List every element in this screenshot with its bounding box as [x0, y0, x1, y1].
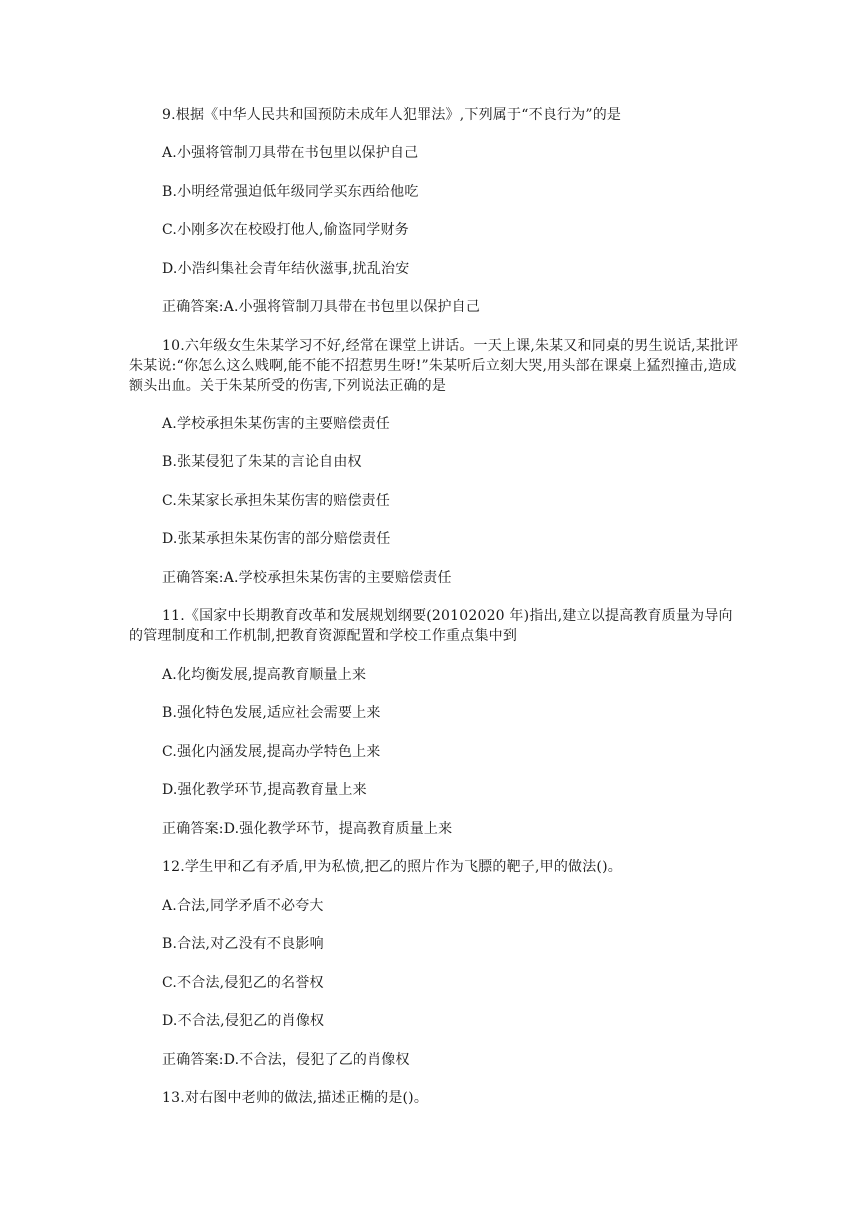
- option-a: A.化均衡发展,提高教育顺量上来: [162, 667, 367, 683]
- option-b: B.强化特色发展,适应社会需要上来: [162, 705, 381, 721]
- answer-line: 正确答案:A.学校承担朱某伤害的主要赔偿责任: [162, 570, 452, 586]
- option-b: B.张某侵犯了朱某的言论自由权: [162, 454, 362, 470]
- option-b: B.小明经常强迫低年级同学买东西给他吃: [162, 184, 419, 200]
- question-stem: 9.根据《中华人民共和国预防未成年人犯罪法》,下列属于“不良行为”的是: [162, 107, 622, 123]
- option-c: C.强化内涵发展,提高办学特色上来: [162, 744, 381, 760]
- answer-line: 正确答案:A.小强将管制刀具带在书包里以保护自己: [162, 299, 481, 315]
- question-stem: 13.对右图中老帅的做法,描述正椭的是()。: [162, 1090, 429, 1106]
- question-stem: 12.学生甲和乙有矛盾,甲为私愤,把乙的照片作为飞膘的靶子,甲的做法()。: [162, 859, 622, 875]
- option-a: A.合法,同学矛盾不必夸大: [162, 898, 324, 914]
- option-c: C.小刚多次在校殴打他人,偷盗同学财务: [162, 222, 409, 238]
- option-c: C.不合法,侵犯乙的名誉权: [162, 975, 324, 991]
- answer-line: 正确答案:D.强化教学环节，提高教育质量上来: [162, 821, 453, 837]
- question-stem: 10.六年级女生朱某学习不好,经常在课堂上讲话。一天上课,朱某又和同桌的男生说话,某批评朱某说:“你怎么这么贱啊,能不能不招惹男生呀!”朱某听后立刻大哭,用头部在课桌上猛烈撞击,造成额头出血。关于朱某所受的伤害,下列说法正确的是: [129, 338, 739, 394]
- option-d: D.张某承担朱某伤害的部分赔偿责任: [162, 531, 391, 547]
- question-stem: 11.《国家中长期教育改革和发展规划纲要(20102020 年)指出,建立以提高教育质量为导向的管理制度和工作机制,把教育资源配置和学校工作重点集中到: [129, 608, 733, 644]
- option-d: D.小浩纠集社会青年结伙滋事,扰乱治安: [162, 261, 410, 277]
- option-b: B.合法,对乙没有不良影响: [162, 936, 324, 952]
- option-a: A.小强将管制刀具带在书包里以保护自己: [162, 145, 419, 161]
- option-a: A.学校承担朱某伤害的主要赔偿责任: [162, 416, 390, 432]
- option-d: D.强化教学环节,提高教育量上来: [162, 782, 367, 798]
- option-d: D.不合法,侵犯乙的肖像权: [162, 1013, 325, 1029]
- option-c: C.朱某家长承担朱某伤害的赔偿责任: [162, 493, 391, 509]
- answer-line: 正确答案:D.不合法，侵犯了乙的肖像权: [162, 1052, 410, 1068]
